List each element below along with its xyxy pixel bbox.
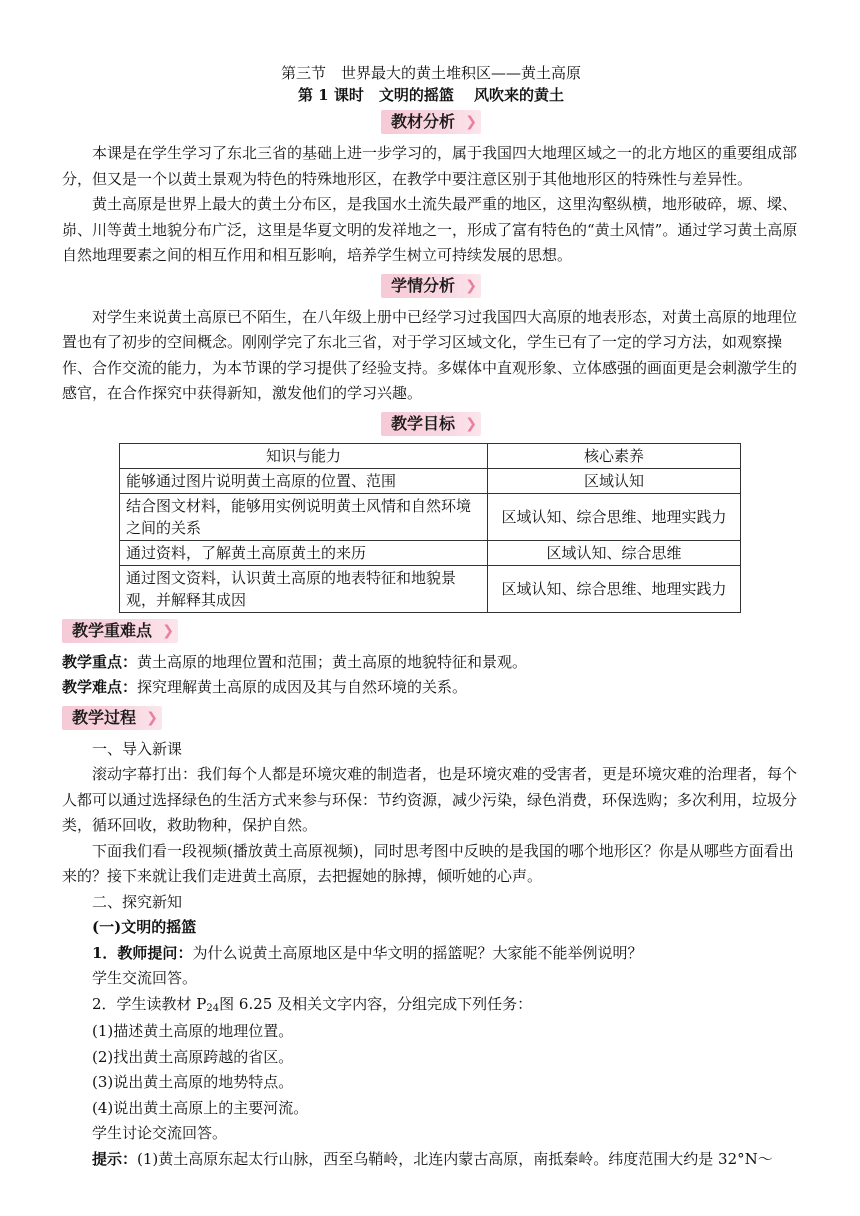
goals-badge-label: 教学目标 [390, 413, 455, 433]
table-header-row [120, 443, 741, 468]
table-cell: 能够通过图片说明黄土高原的位置、范围 [120, 468, 488, 493]
focus-text: 黄土高原的地理位置和范围；黄土高原的地貌特征和景观。 [137, 652, 528, 671]
hint-text: (1)黄土高原东起太行山脉，西至乌鞘岭，北连内蒙古高原，南抵秦岭。纬度范围大约是 32°N～ [137, 1149, 773, 1168]
document-page [62, 62, 800, 1172]
teacher-question-line [62, 941, 800, 967]
difficulty-label: 教学难点： [62, 678, 138, 696]
chevron-right-icon: ❯ [162, 622, 175, 639]
reading-task-text-b: 图 6.25 及相关文字内容，分组完成下列任务： [219, 994, 533, 1013]
student-badge-label: 学情分析 [390, 275, 455, 295]
goals-table [119, 443, 741, 613]
hint-line [62, 1147, 800, 1173]
table-row [120, 540, 741, 565]
process-paragraph: 学生交流回答。 [92, 969, 198, 987]
table-row [120, 493, 741, 540]
lesson-title: 第 1 课时 文明的摇篮 风吹来的黄土 [297, 86, 565, 104]
analysis-badge [381, 110, 481, 134]
subsection-title: (一)文明的摇篮 [92, 918, 197, 936]
analysis-paragraph-1: 本课是在学生学习了东北三省的基础上进一步学习的，属于我国四大地理区域之一的北方地区的重要组成部分，但又是一个以黄土景观为特色的特殊地形区，在教学中要注意区别于其他地形区的特殊性与差异性。 [62, 144, 798, 188]
section-header-student [62, 274, 800, 302]
table-cell: 结合图文材料，能够用实例说明黄土风情和自然环境之间的关系 [120, 493, 488, 540]
difficulty-text: 探究理解黄土高原的成因及其与自然环境的关系。 [137, 678, 468, 696]
table-header-cell: 知识与能力 [120, 443, 488, 468]
table-cell: 区域认知、综合思维、地理实践力 [488, 493, 741, 540]
chevron-right-icon: ❯ [146, 709, 159, 726]
process-heading-explore: 二、探究新知 [92, 892, 183, 911]
hint-label: 提示： [92, 1149, 138, 1168]
task-item: (1)描述黄土高原的地理位置。 [92, 1022, 294, 1040]
task-item: (3)说出黄土高原的地势特点。 [92, 1073, 294, 1091]
table-row [120, 565, 741, 612]
task-item: (4)说出黄土高原上的主要河流。 [92, 1098, 309, 1117]
table-cell: 通过资料，了解黄土高原黄土的来历 [120, 540, 488, 565]
section-header-key [62, 619, 800, 647]
process-badge [62, 706, 162, 730]
section-header-goals [62, 412, 800, 440]
process-paragraph: 学生讨论交流回答。 [92, 1124, 228, 1142]
table-cell: 区域认知、综合思维、地理实践力 [488, 565, 741, 612]
goals-badge [381, 412, 481, 436]
section-title: 第三节 世界最大的黄土堆积区——黄土高原 [280, 64, 581, 82]
key-badge [62, 619, 178, 643]
focus-line [62, 650, 800, 676]
difficulty-line [62, 675, 800, 701]
chevron-right-icon: ❯ [465, 415, 477, 432]
chevron-right-icon: ❯ [465, 114, 477, 130]
task-item: (2)找出黄土高原跨越的省区。 [92, 1047, 294, 1066]
reading-task-line [62, 992, 800, 1020]
process-paragraph: 滚动字幕打出：我们每个人都是环境灾难的制造者，也是环境灾难的受害者，更是环境灾难的治理者，每个人都可以通过选择绿色的生活方式来参与环保：节约资源，减少污染，绿色消费，环保选购；多次利用，垃圾分类，循环回收，救助物种，保护自然。 [62, 765, 798, 834]
table-row [120, 468, 741, 493]
chevron-right-icon: ❯ [465, 277, 477, 294]
student-badge [381, 274, 481, 298]
student-paragraph: 对学生来说黄土高原已不陌生，在八年级上册中已经学习过我国四大高原的地表形态，对黄土高原的地理位置也有了初步的空间概念。刚刚学完了东北三省，对于学习区域文化，学生已有了一定的学习方法，如观察操作、合作交流的能力，为本节课的学习提供了经验支持。多媒体中直观形象、立体感强的画面更是会刺激学生的感官，在合作探究中获得新知，激发他们的学习兴趣。 [62, 307, 798, 402]
process-heading-intro: 一、导入新课 [92, 739, 183, 758]
teacher-question-label: 1．教师提问： [92, 943, 193, 962]
table-header-cell: 核心素养 [488, 443, 741, 468]
table-cell: 通过图文资料，认识黄土高原的地表特征和地貌景观，并解释其成因 [120, 565, 488, 612]
page-subscript: 24 [206, 1002, 220, 1014]
process-badge-label: 教学过程 [72, 707, 137, 727]
focus-label: 教学重点： [62, 652, 138, 671]
reading-task-text-a: 2．学生读教材 P [92, 994, 207, 1013]
process-paragraph: 下面我们看一段视频(播放黄土高原视频)，同时思考图中反映的是我国的哪个地形区？你是从哪些方面看出来的？接下来就让我们走进黄土高原，去把握她的脉搏，倾听她的心声。 [62, 841, 794, 885]
analysis-paragraph-2: 黄土高原是世界上最大的黄土分布区，是我国水土流失最严重的地区，这里沟壑纵横，地形破碎，塬、墚、峁、川等黄土地貌分布广泛，这里是华夏文明的发祥地之一，形成了富有特色的“黄土风情”。通过学习黄土高原自然地理要素之间的相互作用和相互影响，培养学生树立可持续发展的思想。 [62, 195, 798, 264]
analysis-badge-label: 教材分析 [390, 112, 455, 131]
teacher-question-text: 为什么说黄土高原地区是中华文明的摇篮呢？大家能不能举例说明？ [192, 943, 643, 962]
section-header-process [62, 706, 800, 734]
table-cell: 区域认知、综合思维 [488, 540, 741, 565]
section-header-analysis [62, 110, 800, 138]
table-cell: 区域认知 [488, 468, 741, 493]
key-badge-label: 教学重难点 [72, 620, 153, 640]
